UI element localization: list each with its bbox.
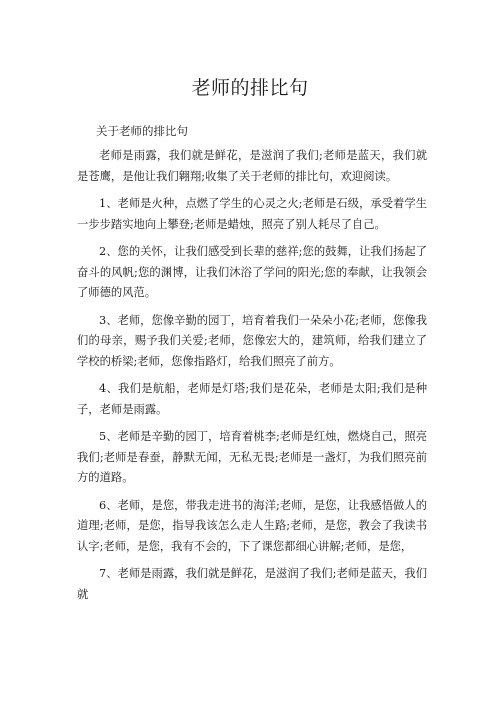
paragraph-2: 2、您的关怀，让我们感受到长辈的慈祥;您的鼓舞，让我们扬起了奋斗的风帆;您的渊博，让我们沐浴了学问的阳光;您的奉献，让我领会了师德的风范。 <box>77 245 427 299</box>
paragraph-intro: 老师是雨露，我们就是鲜花，是滋润了我们;老师是蓝天，我们就是苍鹰，是他让我们翱翔;收集了关于老师的排比句，欢迎阅读。 <box>77 149 427 183</box>
paragraph-1: 1、老师是火种，点燃了学生的心灵之火;老师是石级，承受着学生一步步踏实地向上攀登;老师是蜡烛，照亮了别人耗尽了自己。 <box>77 197 427 231</box>
paragraph-7: 7、老师是雨露，我们就是鲜花，是滋润了我们;老师是蓝天，我们就 <box>77 567 427 601</box>
document-subtitle: 关于老师的排比句 <box>96 124 188 138</box>
paragraph-6: 6、老师，是您，带我走进书的海洋;老师，是您，让我感悟做人的道理;老师，是您，指导我该怎么走人生路;老师，是您，教会了我读书认字;老师，是您，我有不会的，下了课您都细心讲解;老师，是您， <box>77 498 427 553</box>
paragraph-4: 4、我们是航船，老师是灯塔;我们是花朵，老师是太阳;我们是种子，老师是雨露。 <box>77 382 427 416</box>
paragraph-5: 5、老师是辛勤的园丁，培育着桃李;老师是红烛，燃烧自己，照亮我们;老师是春蚕，静默无闻，无私无畏;老师是一盏灯，为我们照亮前方的道路。 <box>77 430 427 484</box>
page-title: 老师的排比句 <box>191 77 309 99</box>
paragraph-3: 3、老师，您像辛勤的园丁，培育着我们一朵朵小花;老师，您像我们的母亲，赐予我们关爱;老师，您像宏大的，建筑师，给我们建立了学校的桥梁;老师，您像指路灯，给我们照亮了前方。 <box>77 313 427 368</box>
document-body <box>77 146 427 612</box>
